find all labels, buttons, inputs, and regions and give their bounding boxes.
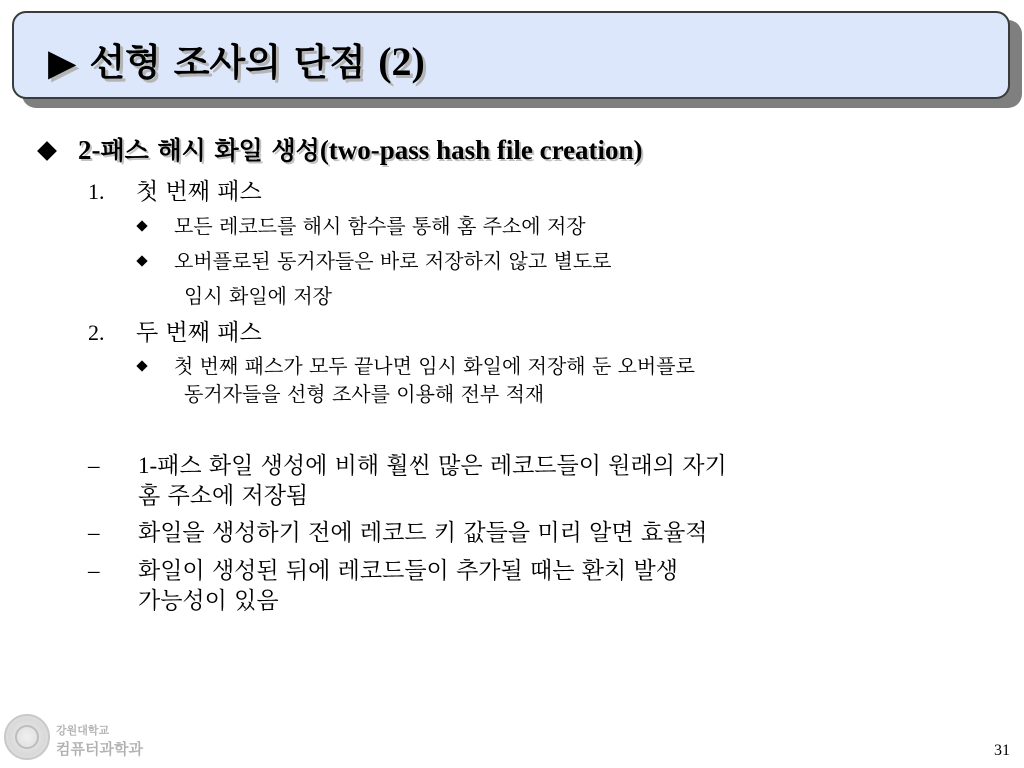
title-box (12, 11, 1010, 99)
note-3-continuation: 가능성이 있음 (138, 588, 279, 614)
note-1-continuation: 홈 주소에 저장됨 (138, 483, 309, 509)
heading-korean: 패스 해시 화일 생성 (100, 136, 320, 165)
logo-university-name: 강원대학교 (56, 724, 110, 737)
note-item-3 (88, 552, 678, 585)
note-2-text: 화일을 생성하기 전에 레코드 키 값들을 미리 알면 효율적 (138, 520, 708, 546)
slide-title (48, 32, 425, 86)
heading-prefix: 2- (78, 135, 101, 165)
first-pass-item (88, 173, 262, 206)
small-diamond-bullet-icon (136, 221, 147, 232)
note-1-prefix: 1- (138, 453, 158, 478)
first-pass-bullet-2 (138, 245, 612, 274)
diamond-bullet-icon (37, 141, 57, 161)
dash-bullet: – (88, 453, 100, 478)
note-1-text: 패스 화일 생성에 비해 훨씬 많은 레코드들이 원래의 자기 (157, 453, 727, 479)
second-pass-item (88, 314, 262, 347)
first-pass-label: 첫 번째 패스 (136, 179, 262, 205)
university-seal-icon (4, 714, 50, 760)
dash-bullet: – (88, 558, 100, 583)
small-diamond-bullet-icon (136, 361, 147, 372)
logo-department-name: 컴퓨터과학과 (56, 740, 143, 758)
title-suffix: (2) (378, 39, 425, 84)
first-pass-bullet-2-text: 오버플로된 동거자들은 바로 저장하지 않고 별도로 (174, 249, 612, 273)
small-diamond-bullet-icon (136, 256, 147, 267)
dash-bullet: – (88, 520, 100, 545)
first-pass-number: 1. (88, 179, 105, 204)
second-pass-bullet-1-continuation: 동거자들을 선형 조사를 이용해 전부 적재 (184, 382, 545, 406)
university-logo (4, 714, 154, 762)
section-heading (36, 131, 643, 167)
title-main: 선형 조사의 단점 (89, 41, 366, 84)
first-pass-bullet-1 (138, 210, 586, 239)
second-pass-number: 2. (88, 320, 105, 345)
second-pass-bullet-1-text: 첫 번째 패스가 모두 끝나면 임시 화일에 저장해 둔 오버플로 (174, 354, 695, 378)
heading-english: (two-pass hash file creation) (319, 135, 643, 165)
first-pass-bullet-1-text: 모든 레코드를 해시 함수를 통해 홈 주소에 저장 (174, 214, 586, 238)
first-pass-bullet-2-continuation: 임시 화일에 저장 (184, 284, 332, 308)
second-pass-bullet-1 (138, 350, 695, 379)
note-item-1 (88, 447, 727, 480)
note-3-text: 화일이 생성된 뒤에 레코드들이 추가될 때는 환치 발생 (138, 558, 678, 584)
page-number: 31 (994, 742, 1010, 759)
note-item-2 (88, 514, 708, 547)
second-pass-label: 두 번째 패스 (136, 320, 262, 346)
title-arrow-icon: ▶ (48, 41, 77, 84)
